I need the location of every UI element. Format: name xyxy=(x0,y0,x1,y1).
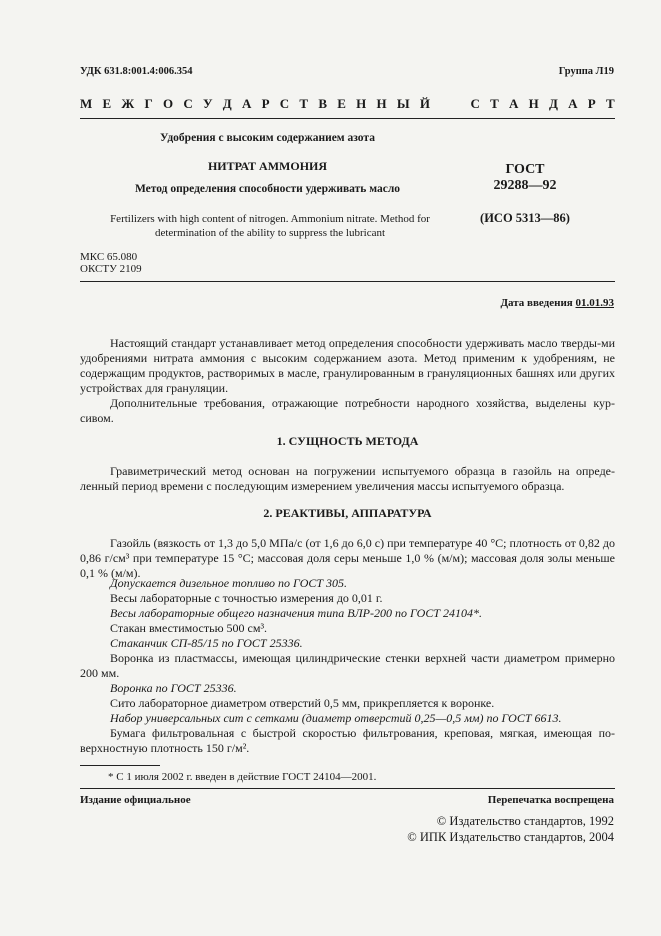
filter-paper-item: Бумага фильтровальная с быстрой скоростью фильтрования, креповая, мягкая, имеющая по-верхностную плотность 150 г/м². xyxy=(80,726,615,755)
footnote: * С 1 июля 2002 г. введен в действие ГОСТ 24104—2001. xyxy=(108,771,377,783)
heading-letter: С xyxy=(279,96,290,111)
group-code: Группа Л19 xyxy=(558,66,614,77)
heading-letter: Н xyxy=(356,96,367,111)
heading-letter: Д xyxy=(548,96,558,111)
header-rule xyxy=(80,118,615,119)
gost-label: ГОСТ xyxy=(505,162,545,177)
interstate-standard-heading xyxy=(80,96,615,112)
heading-gap xyxy=(440,96,460,112)
heading-letter: Д xyxy=(222,96,232,111)
english-title: Fertilizers with high content of nitrogen. Ammonium nitrate. Method for determination of the ability to suppress the lubricant xyxy=(110,213,430,239)
okstu-code: ОКСТУ 2109 xyxy=(80,263,142,275)
section-1-title: 1. СУЩНОСТЬ МЕТОДА xyxy=(276,434,419,448)
heading-letter: С xyxy=(470,96,480,111)
heading-letter: А xyxy=(508,96,519,111)
heading-letter: М xyxy=(80,96,93,111)
udk-code: УДК 631.8:001.4:006.354 xyxy=(80,66,193,77)
heading-letter: Р xyxy=(587,96,596,111)
heading-letter: В xyxy=(318,96,327,111)
heading-letter: Т xyxy=(299,96,309,111)
beaker-note: Стаканчик СП-85/15 по ГОСТ 25336. xyxy=(110,636,303,650)
heading-letter: У xyxy=(203,96,213,111)
beaker-item: Стакан вместимостью 500 см³. xyxy=(110,621,268,635)
section-1-paragraph: Гравиметрический метод основан на погружении испытуемого образца в газойль на опреде-ленный период времени с последующим измерением увеличения массы испытуемого образца. xyxy=(80,464,615,493)
document-title: НИТРАТ АММОНИЯ xyxy=(207,159,328,173)
heading-letter: Г xyxy=(144,96,153,111)
intro-date-value: 01.01.93 xyxy=(575,297,614,309)
heading-letter: О xyxy=(163,96,174,111)
intro-date-label: Дата введения xyxy=(500,297,573,309)
footnote-rule xyxy=(80,765,160,766)
heading-letter: Т xyxy=(605,96,615,111)
sieve-item: Сито лабораторное диаметром отверстий 0,5 мм, прикрепляется к воронке. xyxy=(110,696,495,710)
intro-paragraph-1: Настоящий стандарт устанавливает метод определения способности удерживать масло тверды-ми удобрениями нитрата аммония с высоким содержанием азота. Метод применим к удобрениям, не содержащим продуктов, растворимых в масле, гранулированным в грануляционных башнях или других устройствах для грануляции. xyxy=(80,336,615,395)
gasoil-paragraph: Газойль (вязкость от 1,3 до 5,0 МПа/с (от 1,6 до 6,0 с) при температуре 40 °С; плотность от 0,82 до 0,86 г/см³ при температуре 15 °С; массовая доля серы меньше 1,0 % (м/м); массовая доля золы меньше 0,1 % (м/м). xyxy=(80,536,615,580)
scales-note: Весы лабораторные общего назначения типа ВЛР-200 по ГОСТ 24104*. xyxy=(110,606,482,620)
heading-letter: Й xyxy=(419,96,430,111)
heading-letter: Е xyxy=(337,96,346,111)
title-rule xyxy=(80,281,615,282)
heading-letter: С xyxy=(183,96,193,111)
section-2-title: 2. РЕАКТИВЫ, АППАРАТУРА xyxy=(263,506,432,520)
heading-letter: Ж xyxy=(121,96,135,111)
footer-rule xyxy=(80,788,615,789)
funnel-item: Воронка из пластмассы, имеющая цилиндрические стенки верхней части диаметром примерно 200 мм. xyxy=(80,651,615,680)
reprint-prohibited: Перепечатка воспрещена xyxy=(487,794,614,806)
heading-letter: Н xyxy=(376,96,387,111)
copyright-1992: © Издательство стандартов, 1992 xyxy=(436,814,614,828)
method-title: Метод определения способности удерживать масло xyxy=(134,183,401,195)
gost-number: 29288—92 xyxy=(493,178,557,193)
diesel-note: Допускается дизельное топливо по ГОСТ 305. xyxy=(110,576,348,590)
heading-letter: Р xyxy=(261,96,270,111)
scales-item: Весы лабораторные с точностью измерения до 0,01 г. xyxy=(110,591,383,605)
intro-date xyxy=(500,297,614,309)
copyright-2004: © ИПК Издательство стандартов, 2004 xyxy=(407,830,614,844)
iso-reference: (ИСО 5313—86) xyxy=(480,211,570,225)
heading-letter: А xyxy=(241,96,252,111)
heading-letter: Е xyxy=(102,96,112,111)
mks-code: МКС 65.080 xyxy=(80,251,138,263)
official-edition: Издание официальное xyxy=(80,794,191,806)
heading-letter: Ы xyxy=(396,96,410,111)
funnel-note: Воронка по ГОСТ 25336. xyxy=(110,681,237,695)
heading-letter: А xyxy=(568,96,578,111)
sieve-note: Набор универсальных сит с сетками (диаметр отверстий 0,25—0,5 мм) по ГОСТ 6613. xyxy=(110,711,562,725)
heading-letter: Т xyxy=(490,96,499,111)
intro-paragraph-2: Дополнительные требования, отражающие потребности народного хозяйства, выделены кур-сивом. xyxy=(80,396,615,425)
heading-letter: Н xyxy=(528,96,539,111)
subtitle: Удобрения с высоким содержанием азота xyxy=(160,132,375,144)
